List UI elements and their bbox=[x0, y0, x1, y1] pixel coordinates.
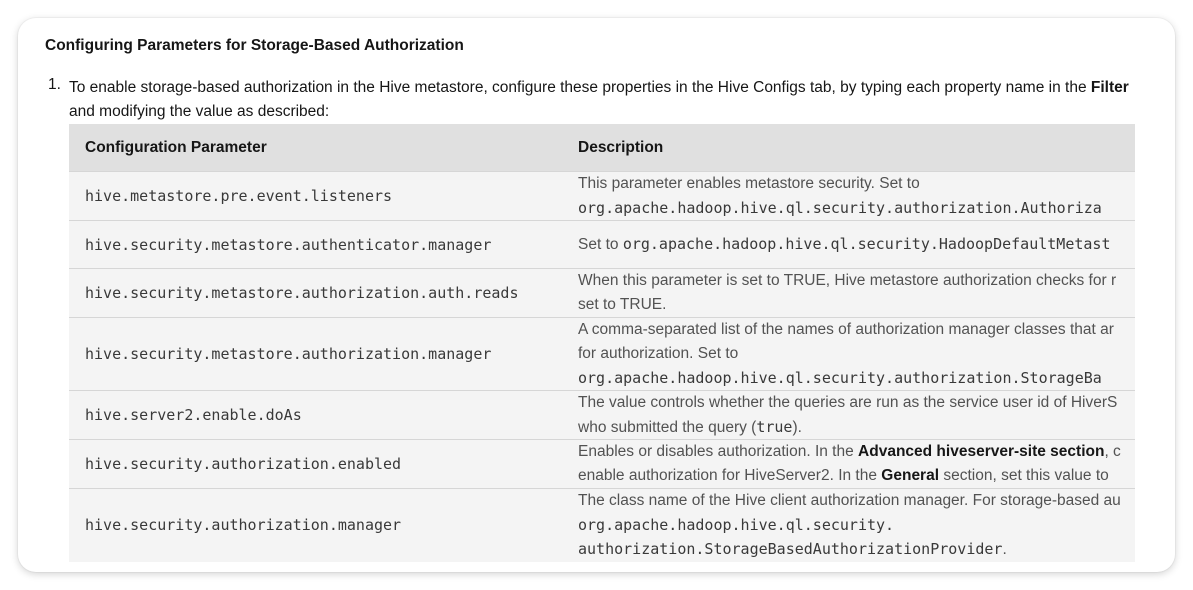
column-header-description: Description bbox=[562, 124, 1135, 172]
parameter-name: hive.security.metastore.authorization.auth.reads bbox=[69, 269, 562, 318]
parameter-description: The value controls whether the queries are run as the service user id of HiverS who submitted the query (true). bbox=[562, 391, 1135, 440]
parameter-description: The class name of the Hive client authorization manager. For storage-based au org.apache.hadoop.hive.ql.security. authorization.StorageBasedAuthorizationProvider. bbox=[562, 489, 1135, 562]
step-instruction bbox=[69, 76, 1149, 124]
table-row bbox=[69, 269, 1135, 318]
parameter-name: hive.security.metastore.authorization.manager bbox=[69, 318, 562, 391]
parameter-description: This parameter enables metastore security. Set to org.apache.hadoop.hive.ql.security.authorization.Authoriza bbox=[562, 172, 1135, 221]
step-text-after: and modifying the value as described: bbox=[69, 103, 330, 120]
table-row bbox=[69, 172, 1135, 221]
parameter-description: Set to org.apache.hadoop.hive.ql.security.HadoopDefaultMetast bbox=[562, 221, 1135, 269]
table-row bbox=[69, 489, 1135, 562]
table-row bbox=[69, 391, 1135, 440]
step-number: 1. bbox=[48, 76, 61, 93]
parameter-name: hive.security.authorization.manager bbox=[69, 489, 562, 562]
section-heading: Configuring Parameters for Storage-Based Authorization bbox=[45, 37, 464, 54]
parameter-name: hive.server2.enable.doAs bbox=[69, 391, 562, 440]
filter-term: Filter bbox=[1090, 79, 1129, 96]
table-header-row bbox=[69, 124, 1135, 172]
table-row bbox=[69, 221, 1135, 269]
parameter-name: hive.security.authorization.enabled bbox=[69, 440, 562, 489]
parameter-description: Enables or disables authorization. In the Advanced hiveserver-site section, c enable authorization for HiveServer2. In the General section, set this value to bbox=[562, 440, 1135, 489]
config-table-container[interactable] bbox=[69, 124, 1135, 572]
parameter-name: hive.metastore.pre.event.listeners bbox=[69, 172, 562, 221]
config-table bbox=[69, 124, 1135, 562]
column-header-parameter: Configuration Parameter bbox=[69, 124, 562, 172]
table-row bbox=[69, 318, 1135, 391]
parameter-name: hive.security.metastore.authenticator.manager bbox=[69, 221, 562, 269]
content-card bbox=[18, 18, 1175, 572]
step-text-before: To enable storage-based authorization in the Hive metastore, configure these properties in the Hive Configs tab, by typing each property name in the bbox=[69, 79, 1087, 96]
parameter-description: A comma-separated list of the names of authorization manager classes that ar for authorization. Set to org.apache.hadoop.hive.ql.security.authorization.StorageBa bbox=[562, 318, 1135, 391]
table-row bbox=[69, 440, 1135, 489]
parameter-description: When this parameter is set to TRUE, Hive metastore authorization checks for r set to TRUE. bbox=[562, 269, 1135, 318]
